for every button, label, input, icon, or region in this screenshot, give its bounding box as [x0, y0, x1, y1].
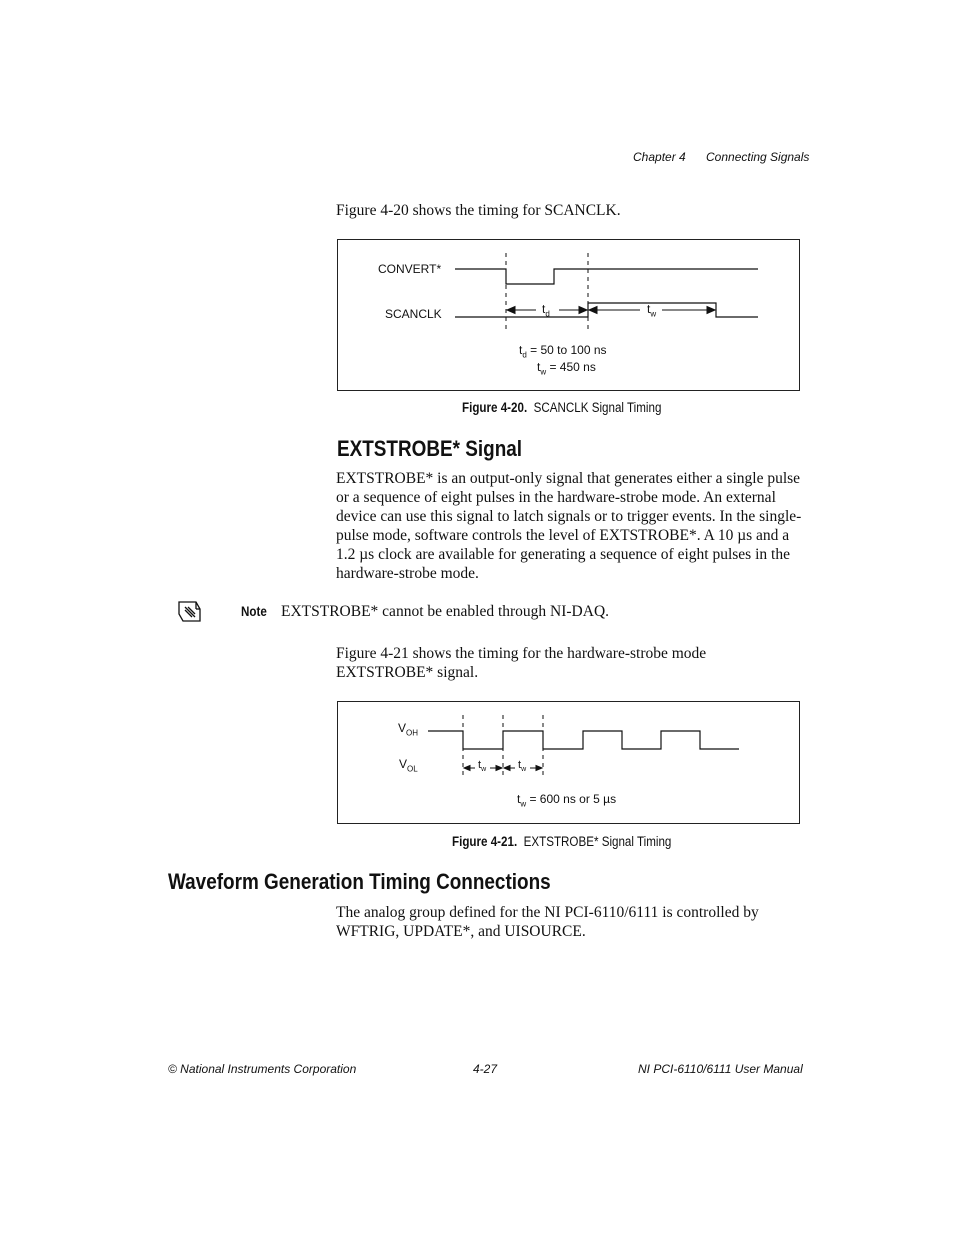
tw-label: $t_w$: [647, 302, 657, 319]
footer-copyright: © National Instruments Corporation: [168, 1062, 357, 1076]
extstrobe-heading: EXTSTROBE* Signal: [337, 436, 523, 461]
figure-4-20-caption-number: Figure 4-20.: [462, 400, 528, 415]
figure-4-21-caption-number: Figure 4-21.: [452, 834, 518, 849]
td-range-note: $t_d = 50$ to 100 ns: [519, 343, 607, 360]
extstrobe-paragraph: EXTSTROBE* is an output-only signal that generates either a single pulse or a sequence of eight pulses in the hardware-strobe mode. An external device can use this signal to latch signals or to trigger events. In the single-pulse mode, software controls the level of EXTSTROBE*. A 10 µs and a 1.2 µs clock are available for generating a sequence of eight pulses in the hardware-strobe mode.: [336, 470, 802, 582]
tw-label-1: $t_w$: [478, 759, 487, 774]
figure-4-20-box: [337, 239, 800, 391]
figure-4-20-caption-text: SCANCLK Signal Timing: [533, 400, 662, 415]
figure-4-21-box: [337, 701, 800, 824]
footer-page-number: 4-27: [473, 1062, 498, 1076]
note-label: Note: [241, 604, 267, 619]
footer-manual-title: NI PCI-6110/6111 User Manual: [638, 1062, 803, 1076]
figure-4-21-caption-text: EXTSTROBE* Signal Timing: [523, 834, 672, 849]
figure-4-20-caption: [462, 400, 694, 415]
tw-value-note: $t_w = 600$ ns or 5 µs: [517, 792, 617, 809]
extstrobe-waveform: [428, 731, 739, 749]
header-chapter: Chapter 4: [633, 150, 686, 164]
tw-label-2: $t_w$: [518, 759, 527, 774]
waveform-paragraph: The analog group defined for the NI PCI-6110/6111 is controlled by WFTRIG, UPDATE*, and UISOURCE.: [336, 904, 759, 940]
note-text: EXTSTROBE* cannot be enabled through NI-DAQ.: [281, 603, 610, 620]
voh-label: $V_{OH}$: [398, 721, 419, 738]
header-title: Connecting Signals: [706, 150, 810, 164]
td-label: $t_d$: [542, 302, 550, 319]
intro-scanclk-text: Figure 4-20 shows the timing for SCANCLK.: [336, 202, 621, 219]
convert-waveform: [455, 269, 758, 284]
waveform-heading: Waveform Generation Timing Connections: [168, 869, 551, 894]
scanclk-signal-label: SCANCLK: [385, 307, 442, 321]
figure-4-21-caption: [452, 834, 707, 849]
note-icon: [176, 599, 204, 623]
intro-fig21-text: Figure 4-21 shows the timing for the hardware-strobe mode EXTSTROBE* signal.: [336, 645, 707, 681]
vol-label: $V_{OL}$: [399, 757, 418, 774]
convert-signal-label: CONVERT*: [378, 262, 442, 276]
tw-value-note: $t_w = 450$ ns: [537, 360, 596, 377]
